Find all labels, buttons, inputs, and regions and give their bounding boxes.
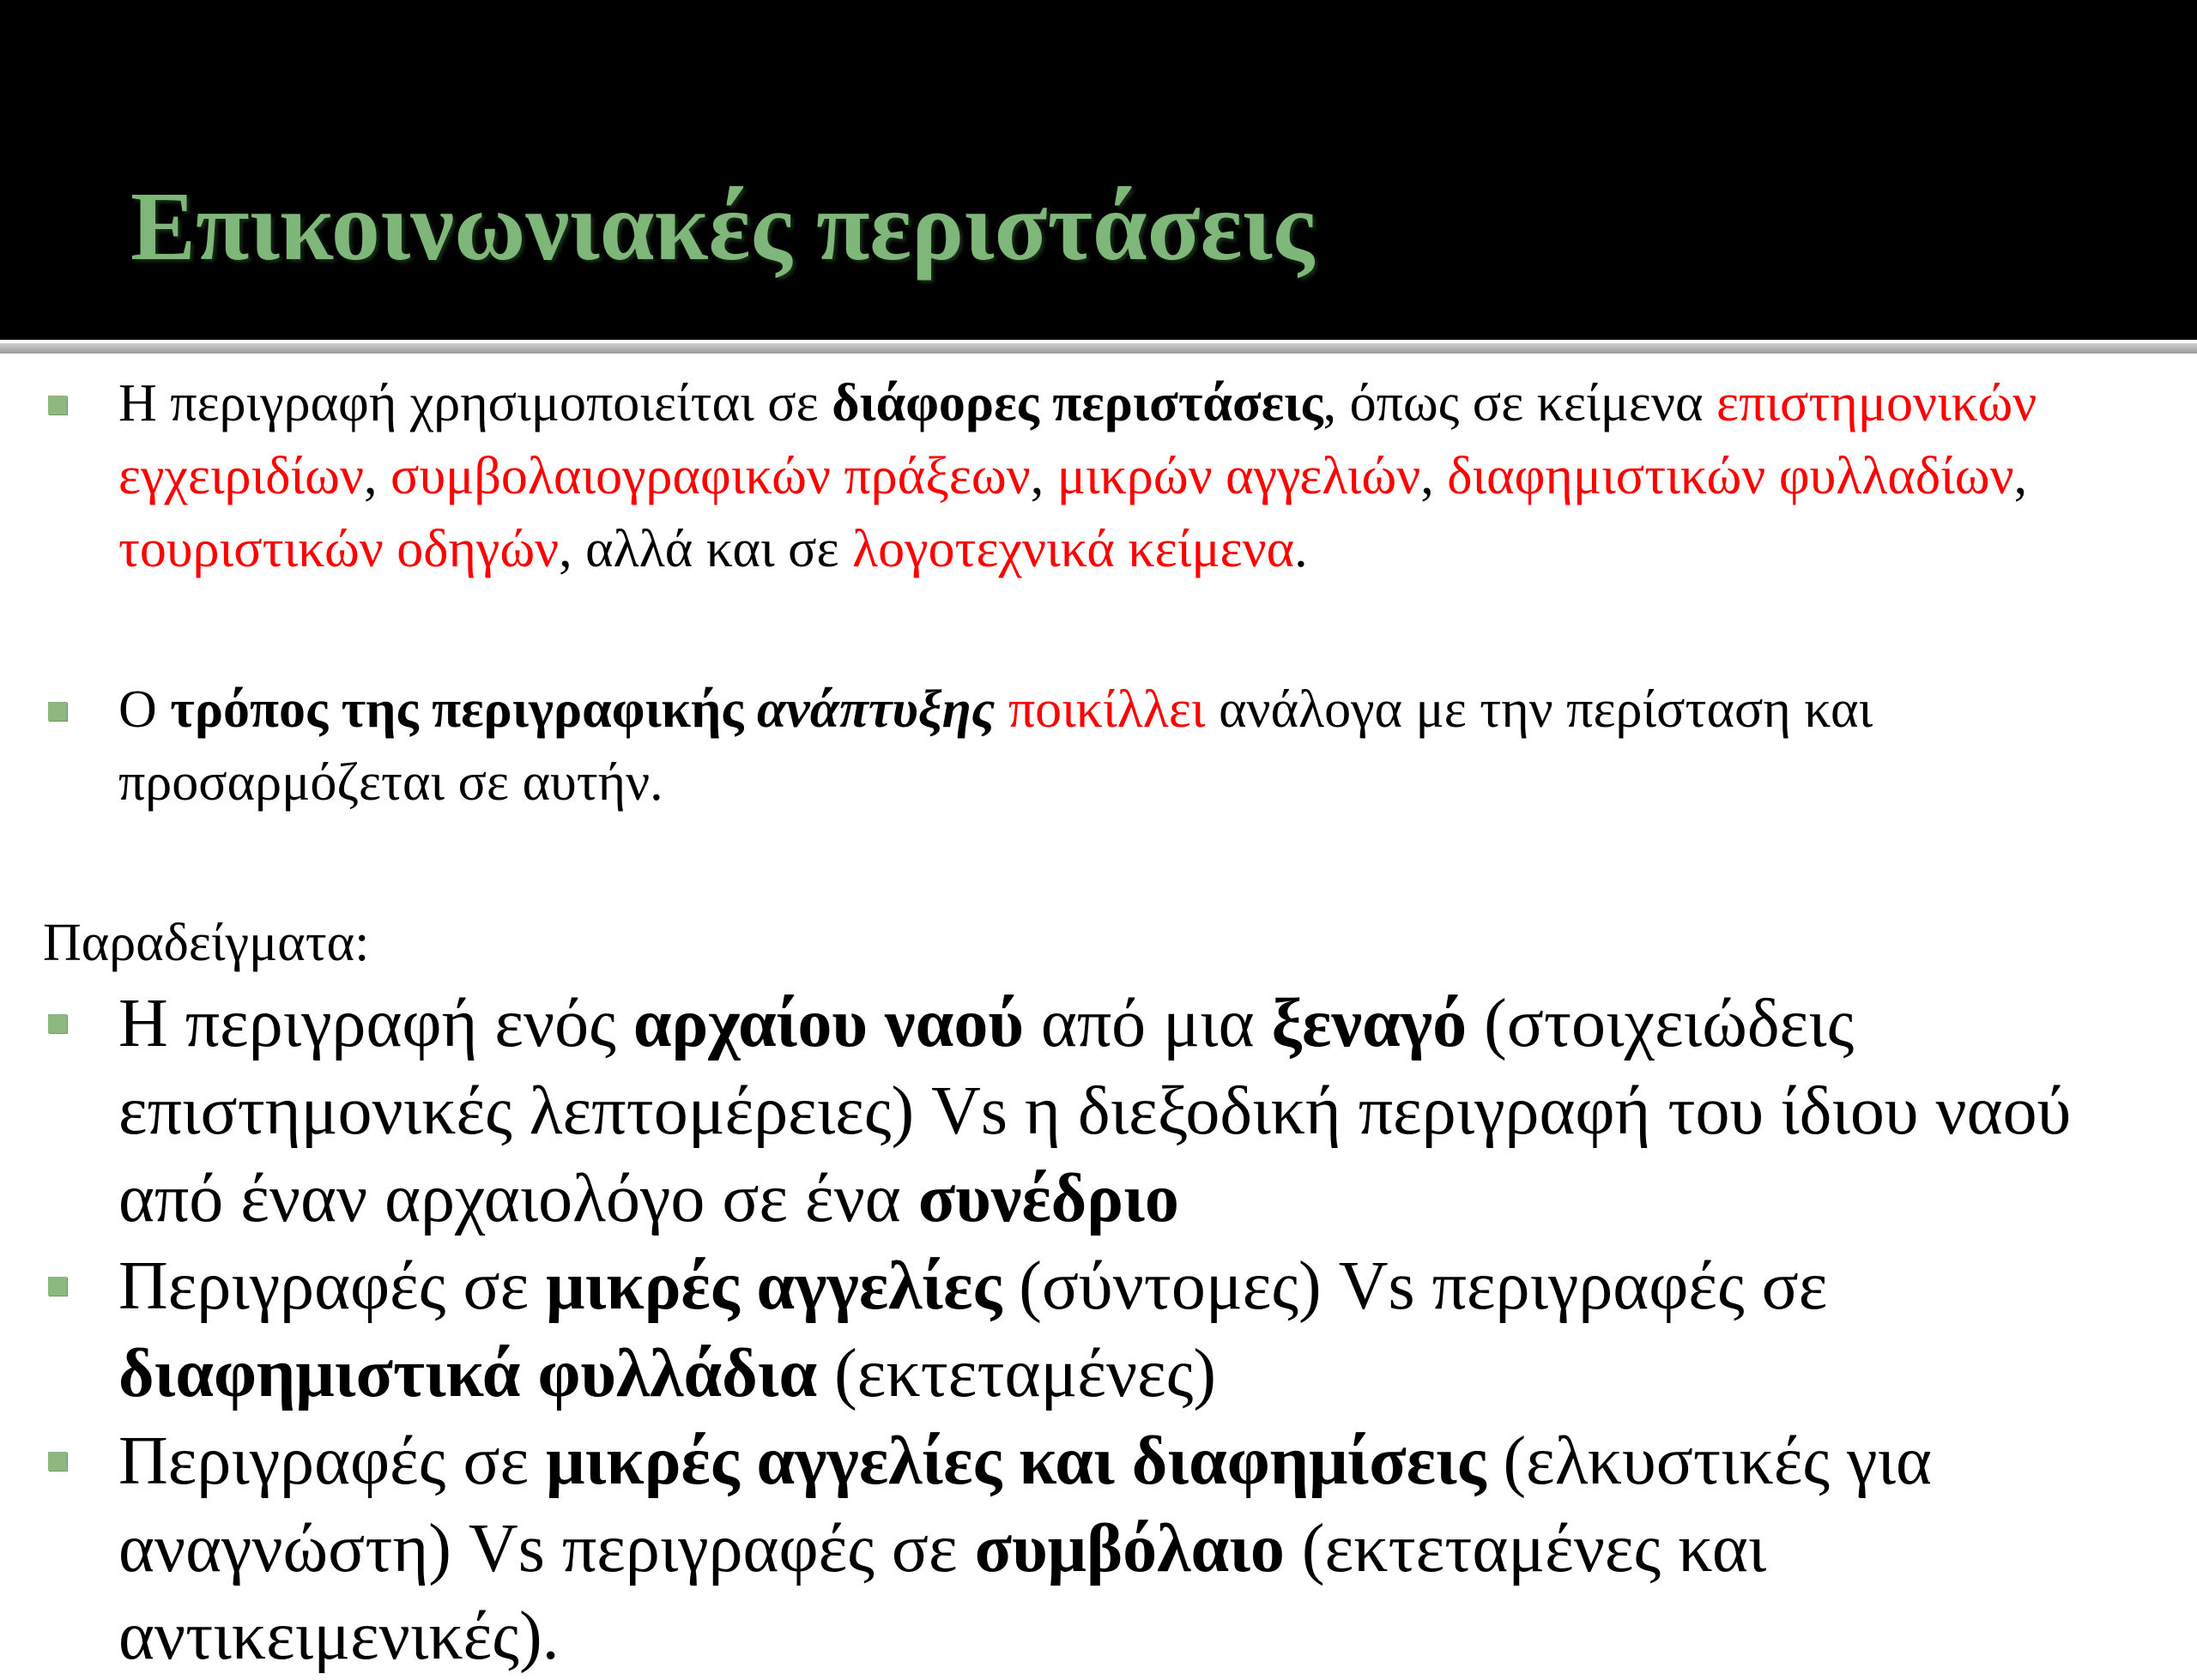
- example-text-bold: μικρές αγγελίες: [546, 1248, 1002, 1324]
- bullet-text-bold: διάφορες περιστάσεις: [832, 374, 1323, 432]
- bullet-item-development-varies: [0, 674, 2197, 819]
- slide-title: Επικοινωνιακές περιστάσεις: [130, 172, 1314, 281]
- example-text-plain: (σύντομες) Vs περιγραφές σε: [1002, 1248, 1828, 1324]
- bullet-text-plain: [995, 680, 1008, 739]
- bullet-item-usage-contexts: [0, 367, 2197, 586]
- example-text-plain: (ελκυστικές για αναγνώστη) Vs περιγραφές σε: [118, 1423, 1932, 1586]
- example-text-bold: αρχαίου ναού: [632, 986, 1024, 1061]
- bullet-text-plain: ,: [1420, 447, 1448, 505]
- examples-heading: Παραδείγματα:: [43, 914, 370, 972]
- highlight-text: ποικίλλει: [1008, 680, 1206, 739]
- bullet-text-plain: ,: [2013, 447, 2028, 505]
- example-text-plain: Περιγραφές σε: [118, 1423, 547, 1499]
- example-text-plain: (στοιχειώδεις επιστημονικές λεπτομέρειες) Vs η διεξοδική περιγραφή του ίδιου ναού από έναν αρχαιολόγο σε ένα: [118, 986, 2072, 1236]
- example-text-plain: (εκτεταμένες και αντικειμενικές).: [118, 1511, 1767, 1674]
- example-item-temple: [0, 980, 2197, 1242]
- example-text-bold: συνέδριο: [917, 1161, 1179, 1236]
- highlight-text: διαφημιστικών φυλλαδίων: [1447, 447, 2014, 505]
- example-item-classifieds-brochures: [0, 1242, 2197, 1417]
- title-divider: [0, 343, 2197, 354]
- bullet-text-plain: Η περιγραφή χρησιμοποιείται σε: [118, 374, 832, 432]
- bullet-text-plain: ανάλογα με την περίσταση και προσαρμόζεται σε αυτήν.: [118, 680, 1873, 812]
- highlight-text: τουριστικών οδηγών: [118, 520, 560, 578]
- bullet-text-bold-italic: ανάπτυξης: [756, 680, 996, 739]
- green-square-bullet-icon: [48, 1452, 67, 1471]
- highlight-text: λογοτεχνικά κείμενα: [852, 520, 1295, 578]
- bullet-text-plain: ,: [364, 447, 391, 505]
- bullet-text-plain: Ο: [118, 680, 171, 739]
- green-square-bullet-icon: [48, 396, 67, 414]
- bullet-text-bold: τρόπος της περιγραφικής: [170, 680, 757, 739]
- bullet-text-plain: .: [1294, 520, 1308, 578]
- bullet-text-plain: ,: [1030, 447, 1057, 505]
- example-text-bold: μικρές αγγελίες και διαφημίσεις: [546, 1423, 1486, 1499]
- example-text-bold: διαφημιστικά φυλλάδια: [118, 1336, 818, 1411]
- bullet-text-plain: , αλλά και σε: [559, 520, 853, 578]
- slide-body: [0, 367, 2197, 1680]
- example-text-bold: ξεναγό: [1271, 986, 1468, 1061]
- highlight-text: συμβολαιογραφικών πράξεων: [390, 447, 1031, 505]
- spacer: [0, 819, 2197, 907]
- green-square-bullet-icon: [48, 1014, 67, 1033]
- example-text-plain: Η περιγραφή ενός: [118, 986, 633, 1061]
- highlight-text: μικρών αγγελιών: [1056, 447, 1421, 505]
- example-item-ads-contract: [0, 1417, 2197, 1680]
- green-square-bullet-icon: [48, 1277, 67, 1296]
- bullet-text-plain: , όπως σε κείμενα: [1322, 374, 1716, 432]
- highlight-text: επιστημονικών εγχειριδίων: [118, 374, 2037, 505]
- example-text-bold: συμβόλαιο: [974, 1511, 1285, 1586]
- example-text-plain: (εκτεταμένες): [817, 1336, 1217, 1411]
- spacer: [0, 586, 2197, 674]
- example-text-plain: Περιγραφές σε: [118, 1248, 547, 1324]
- example-text-plain: από μια: [1023, 986, 1272, 1061]
- green-square-bullet-icon: [48, 702, 67, 721]
